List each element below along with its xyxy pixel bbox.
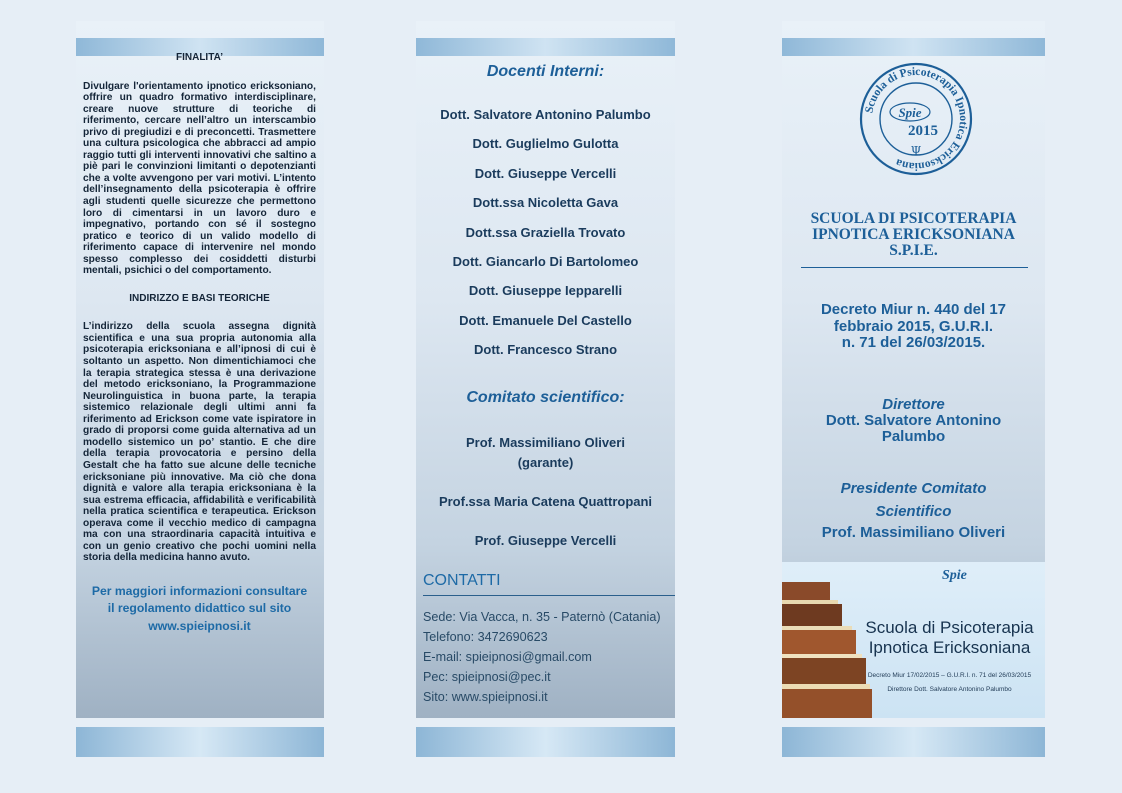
left-footer-bar xyxy=(76,727,324,757)
docente-item: Dott. Emanuele Del Castello xyxy=(459,312,632,328)
school-name-line3: S.P.I.E. xyxy=(889,242,938,259)
contacts-title: CONTATTI xyxy=(423,572,501,589)
indirizzo-paragraph: L’indirizzo della scuola assegna dignità scientifica e una sua propria autonomia alla psicoterapia ericksoniana e all’ipnosi di cui è soltanto un aspetto. Non dimentichiamoci che la terapia strategica stessa è una derivazione del metodo ericksoniano, la Programmazione Neurolinguistica in buona parte, la terapia sistemico relazionale degli ultimi anni fa riferimento ad Erickson come vate ispiratore in grado di proporsi come guida alternativa ad un modello sistemico un po’ stantio. E che dire della terapia provocatoria e persino della Gestalt che ha fatto sue alcune delle tecniche ericksoniane più innovative. Ma ciò che dona dignità e valore alla terapia ericksoniana è la sua estrema efficacia, affidabilità e verificabilità nella pratica scientifica e terapeutica. Erickson operava come il vecchio medico di campagna ma con una straordinaria capacità intuitiva e con un genio creativo che pochi uomini nella storia della medicina hanno avuto. xyxy=(83,321,316,564)
contact-pec[interactable]: Pec: spieipnosi@pec.it xyxy=(423,670,551,684)
spie-seal-logo xyxy=(858,61,974,177)
docente-item: Dott.ssa Graziella Trovato xyxy=(465,224,626,240)
seal-arc-text: Scuola di Psicoterapia Ipnotica Ericksoniana xyxy=(863,65,970,173)
banner-director: Direttore Dott. Salvatore Antonino Palumbo xyxy=(887,686,1012,693)
right-panel xyxy=(782,21,1045,718)
school-name-line1: SCUOLA DI PSICOTERAPIA xyxy=(810,210,1017,227)
decree-info xyxy=(782,302,1045,352)
banner-decree: Decreto Miur 17/02/2015 – G.U.R.I. n. 71 del 26/03/2015 xyxy=(867,672,1032,679)
more-info-site-link[interactable]: www.spieipnosi.it xyxy=(148,618,251,633)
panel-header-bar xyxy=(782,38,1045,56)
docente-item: Dott. Salvatore Antonino Palumbo xyxy=(440,107,651,122)
psi-icon: Ψ xyxy=(910,144,922,158)
contact-email[interactable]: E-mail: spieipnosi@gmail.com xyxy=(423,650,592,664)
docente-item: Dott. Giuseppe Iepparelli xyxy=(468,283,623,299)
school-name-line2: IPNOTICA ERICKSONIANA xyxy=(812,226,1015,243)
contact-address: Sede: Via Vacca, n. 35 - Paternò (Catania) xyxy=(423,610,661,624)
banner-title-line2: Ipnotica Ericksoniana xyxy=(868,638,1031,657)
docente-item: Dott.ssa Nicoletta Gava xyxy=(472,195,619,211)
right-footer-bar xyxy=(782,727,1045,757)
indirizzo-heading: INDIRIZZO E BASI TEORICHE xyxy=(129,292,270,304)
banner-title xyxy=(858,618,1041,658)
school-divider xyxy=(801,267,1028,268)
docente-item: Dott. Giancarlo Di Bartolomeo xyxy=(452,254,639,270)
comitato-member-3: Prof. Giuseppe Vercelli xyxy=(474,533,617,548)
school-name xyxy=(782,211,1045,259)
seal-year: 2015 xyxy=(908,123,938,139)
contacts-divider xyxy=(423,595,675,596)
director-name xyxy=(782,413,1045,445)
contact-phone[interactable]: Telefono: 3472690623 xyxy=(423,630,548,644)
banner-logo: Spie xyxy=(942,568,967,583)
docenti-title: Docenti Interni: xyxy=(486,63,605,80)
more-info-line2: il regolamento didattico sul sito xyxy=(107,601,292,616)
director-title: Direttore xyxy=(882,396,945,413)
middle-footer-bar xyxy=(416,727,675,757)
finalita-heading: FINALITA’ xyxy=(175,52,224,63)
comitato-title: Comitato scientifico: xyxy=(466,389,625,406)
banner-title-line1: Scuola di Psicoterapia xyxy=(865,618,1034,637)
more-info-line1: Per maggiori informazioni consultare xyxy=(91,583,308,598)
president-name: Prof. Massimiliano Oliveri xyxy=(821,524,1006,541)
docente-item: Dott. Guglielmo Gulotta xyxy=(472,136,619,152)
decree-line2: febbraio 2015, G.U.R.I. xyxy=(833,317,994,335)
docente-item: Dott. Francesco Strano xyxy=(473,342,618,358)
contacts-list xyxy=(423,607,661,707)
docenti-list xyxy=(416,100,675,365)
president-title-line2: Scientifico xyxy=(875,503,952,520)
comitato-member-1: Prof. Massimiliano Oliveri xyxy=(466,435,625,450)
more-info xyxy=(83,583,316,636)
docente-item: Dott. Giuseppe Vercelli xyxy=(474,165,617,181)
decree-line1: Decreto Miur n. 440 del 17 xyxy=(820,301,1007,318)
contact-site[interactable]: Sito: www.spieipnosi.it xyxy=(423,690,548,704)
comitato-member-1-note: (garante) xyxy=(517,455,574,470)
president-title-line1: Presidente Comitato xyxy=(840,480,987,497)
president-title xyxy=(782,477,1045,523)
left-panel xyxy=(76,21,324,718)
middle-panel xyxy=(416,21,675,718)
decree-line3: n. 71 del 26/03/2015. xyxy=(841,334,986,351)
panel-header-bar xyxy=(416,38,675,56)
school-banner-image xyxy=(782,562,1045,718)
director-name-line1: Dott. Salvatore Antonino xyxy=(825,412,1002,429)
left-panel-content xyxy=(83,52,316,635)
seal-logo-text: Spie xyxy=(898,105,922,120)
comitato-member-2: Prof.ssa Maria Catena Quattropani xyxy=(438,494,653,509)
director-name-line2: Palumbo xyxy=(881,428,946,445)
finalita-paragraph: Divulgare l'orientamento ipnotico ericksoniano, offrire un quadro formativo interdisciplinare, creare nuove strutture di teoriche di riferimento, cercare nell’altro un interscambio privo di pregiudizi e di preconcetti. Trasmettere una cultura psicologica che abbracci ad ampio raggio tutti gli interventi innovativi che saltino a piè pari le convinzioni limitanti o depotenzianti che a volte avvengono per vari motivi. L’intento dell’insegnamento della psicoterapia è offrire agli studenti quelle sicurezze che permettono loro di cimentarsi in un lavoro duro e impegnativo, portando con sé il sostegno pratico e teorico di un valido modello di riferimento capace di intervenire nel mondo spesso complesso dei cosiddetti disturbi mentali, psichici o del comportamento. xyxy=(83,80,316,277)
